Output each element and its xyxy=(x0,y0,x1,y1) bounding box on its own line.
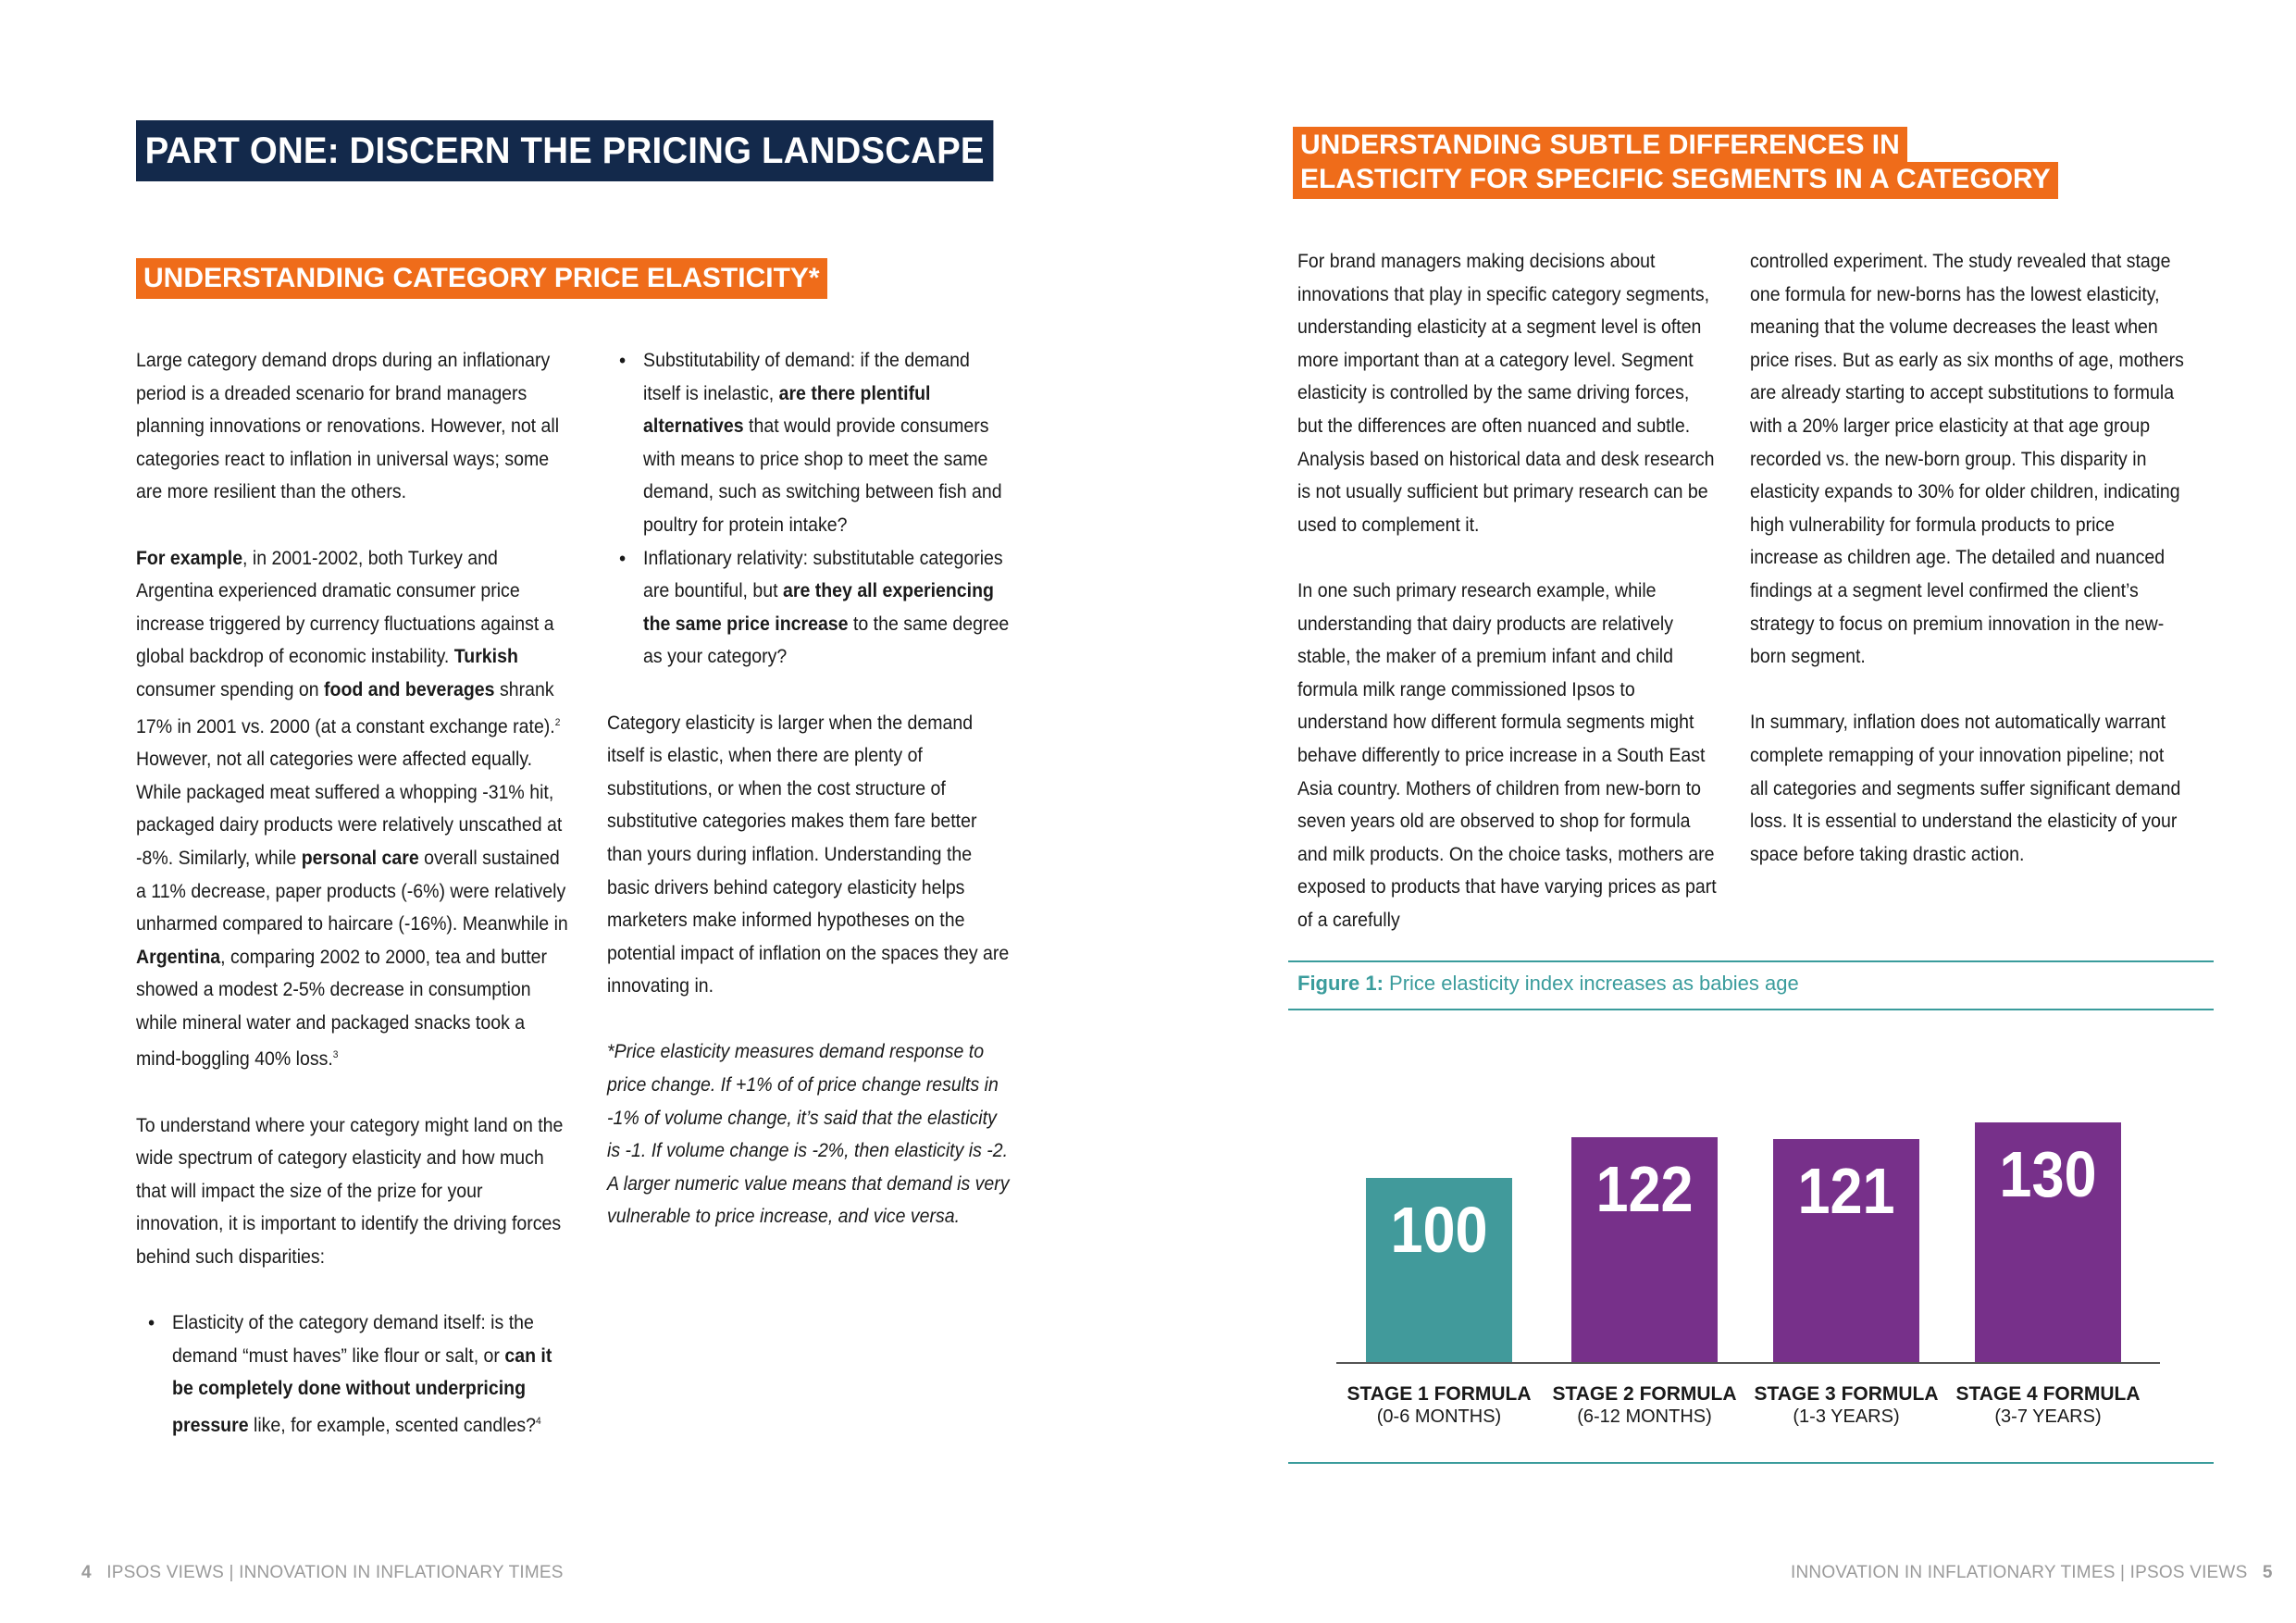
bar-value-label: 122 xyxy=(1595,1153,1694,1226)
heading-line-2: ELASTICITY FOR SPECIFIC SEGMENTS IN A CATEGORY xyxy=(1293,162,2058,199)
study-results-paragraph: controlled experiment. The study revealed that stage one formula for new-borns has the lowest elasticity, meaning that the volume decreases the least when price rises. But as early as six months of age, mothers are already starting to accept substitutions to formula with a 20% larger price elasticity at that age group recorded vs. the new-born group. This disparity in elasticity expands to 30% for older children, indicating high vulnerability for formula products to price increase as children age. The detailed and nuanced findings at a segment level confirmed the client’s strategy to focus on premium innovation in the new-born segment. xyxy=(1750,251,2184,668)
research-example-paragraph: In one such primary research example, while understanding that dairy products are relatively stable, the maker of a premium infant and child formula milk range commissioned Ipsos to understand how different formula segments might behave differently to price increase in a South East Asia country. Mothers of children from new-born to seven years old are observed to shop for formula and milk products. On the choice tasks, mothers are exposed to products that have varying prices as part of a carefully xyxy=(1297,579,1717,931)
category-elasticity-paragraph: Category elasticity is larger when the demand itself is elastic, when there are plenty of substitutions, or when the cost structure of substitutive categories makes them fare better than yours during inflation. Understanding the basic drivers behind category elasticity helps marketers make informed hypotheses on the potential impact of inflation on the spaces they are innovating in. xyxy=(607,712,1010,997)
footnote-definition: *Price elasticity measures demand response to price change. If +1% of of price change results in -1% of volume change, it’s said that the elasticity is -1. If volume change is -2%, then elasticity is -2. A larger numeric value means that demand is very vulnerable to price increase, and vice versa. xyxy=(607,1041,1010,1228)
section-heading-segments xyxy=(1293,127,2058,199)
left-column-1 xyxy=(136,344,571,1443)
intro-paragraph: Large category demand drops during an inflationary period is a dreaded scenario for brand managers planning innovations or renovations. However, not all categories react to inflation in universal ways; some are more resilient than the others. xyxy=(136,350,560,503)
figure-caption xyxy=(1297,970,1799,997)
figure-label: Figure 1: xyxy=(1297,972,1384,995)
summary-paragraph: In summary, inflation does not automatically warrant complete remapping of your innovation pipeline; not all categories and segments suffer significant demand loss. It is essential to understand the elasticity of your space before taking drastic action. xyxy=(1750,712,2181,865)
list-item: • Inflationary relativity: substitutable categories are bountiful, but are they all experiencing the same price increase to the same degree as your category? xyxy=(607,542,1011,674)
list-item: • Substitutability of demand: if the demand itself is inelastic, are there plentiful alternatives that would provide consumers with means to price shop to meet the same demand, such as switching between fish and poultry for protein intake? xyxy=(607,344,1011,542)
drivers-paragraph: To understand where your category might land on the wide spectrum of category elasticity and how much that will impact the size of the prize for your innovation, it is important to identify the driving forces behind such disparities: xyxy=(136,1114,564,1269)
figure-top-rule xyxy=(1288,960,2214,962)
drivers-list-cont xyxy=(607,344,1011,674)
bar-value-label: 100 xyxy=(1390,1194,1488,1267)
category-sublabel: (1-3 YEARS) xyxy=(1793,1406,1900,1427)
footer-right xyxy=(1791,1562,2273,1584)
category-label: STAGE 4 FORMULA xyxy=(1955,1383,2141,1405)
figure-bottom-rule xyxy=(1288,1462,2214,1464)
category-sublabel: (0-6 MONTHS) xyxy=(1376,1406,1502,1427)
bar-value-label: 130 xyxy=(1999,1138,2097,1211)
list-item: • Elasticity of the category demand itself: is the demand “must haves” like flour or salt, or can it be completely done without underpricing pressure like, for example, scented candles?$^4$ xyxy=(136,1307,571,1442)
footer-left xyxy=(81,1562,564,1584)
section-heading-elasticity: UNDERSTANDING CATEGORY PRICE ELASTICITY* xyxy=(136,258,827,299)
page-number: 4 xyxy=(81,1563,92,1582)
category-label: STAGE 1 FORMULA xyxy=(1347,1383,1532,1405)
figure-rule xyxy=(1288,1009,2214,1010)
right-column-2 xyxy=(1750,245,2185,904)
drivers-list xyxy=(136,1307,571,1442)
example-paragraph: For example, in 2001-2002, both Turkey and Argentina experienced dramatic consumer price increase triggered by currency fluctuations against a global backdrop of economic instability. Turkish consumer spending on food and beverages shrank 17% in 2001 vs. 2000 (at a constant exchange rate).$^2$ However, not all categories were affected equally. While packaged meat suffered a whopping -31% hit, packaged dairy products were relatively unscathed at -8%. Similarly, while personal care overall sustained a 11% decrease, paper products (-6%) were relatively unharmed compared to haircare (-16%). Meanwhile in Argentina, comparing 2002 to 2000, tea and butter showed a modest 2-5% decrease in consumption while mineral water and packaged snacks took a mind-boggling 40% loss.$^3$ xyxy=(136,547,568,1071)
page-title: PART ONE: DISCERN THE PRICING LANDSCAPE xyxy=(136,120,993,181)
segment-paragraph: For brand managers making decisions about innovations that play in specific category segments, understanding elasticity at a segment level is often more important than at a category level. Segment elasticity is controlled by the same driving forces, but the differences are often nuanced and subtle. Analysis based on historical data and desk research is not usually sufficient but primary research can be used to complement it. xyxy=(1297,251,1715,536)
footer-text: IPSOS VIEWS | INNOVATION IN INFLATIONARY TIMES xyxy=(106,1563,564,1582)
category-label: STAGE 2 FORMULA xyxy=(1552,1383,1737,1405)
right-column-1 xyxy=(1297,245,1719,970)
page-number: 5 xyxy=(2262,1563,2273,1582)
bar-value-label: 121 xyxy=(1797,1155,1895,1228)
footer-text: INNOVATION IN INFLATIONARY TIMES | IPSOS VIEWS xyxy=(1791,1563,2248,1582)
heading-line-1: UNDERSTANDING SUBTLE DIFFERENCES IN xyxy=(1293,127,1907,162)
category-sublabel: (6-12 MONTHS) xyxy=(1577,1406,1712,1427)
price-elasticity-chart xyxy=(1288,1018,2214,1443)
left-column-2 xyxy=(607,344,1011,1267)
category-label: STAGE 3 FORMULA xyxy=(1754,1383,1939,1405)
category-sublabel: (3-7 YEARS) xyxy=(1994,1406,2102,1427)
figure-caption-text: Price elasticity index increases as babies age xyxy=(1389,972,1799,995)
